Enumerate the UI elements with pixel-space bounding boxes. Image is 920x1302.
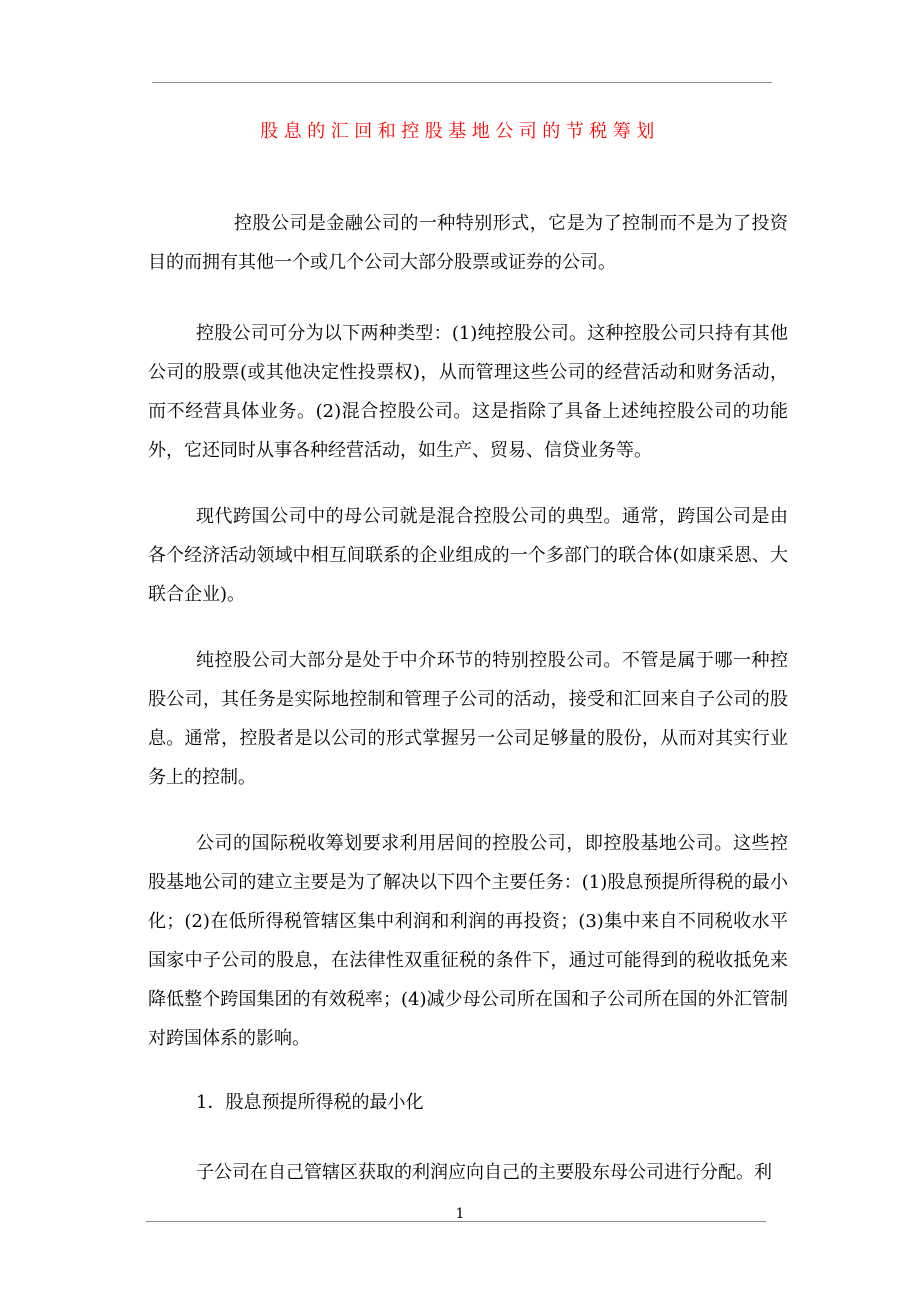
paragraph-pure-holding: 纯控股公司大部分是处于中介环节的特别控股公司。不管是属于哪一种控股公司，其任务是实际地控制和管理子公司的活动，接受和汇回来自子公司的股息。通常，控股者是以公司的形式掌握另一公司足够量的股份，从而对其实行业务上的控制。 <box>148 650 788 788</box>
paragraph-multinational: 现代跨国公司中的母公司就是混合控股公司的典型。通常，跨国公司是由各个经济活动领域中相互间联系的企业组成的一个多部门的联合体(如康采恩、大联合企业)。 <box>148 506 788 605</box>
paragraph-types: 控股公司可分为以下两种类型：(1)纯控股公司。这种控股公司只持有其他公司的股票(或其他决定性投票权)，从而管理这些公司的经营活动和财务活动，而不经营具体业务。(2)混合控股公司。这是指除了具备上述纯控股公司的功能外，它还同时从事各种经营活动，如生产、贸易、信贷业务等。 <box>148 323 788 461</box>
footer-rule <box>146 1221 766 1222</box>
document-title: 股息的汇回和控股基地公司的节税筹划 <box>260 121 660 142</box>
paragraph-subsidiary: 子公司在自己管辖区获取的利润应向自己的主要股东母公司进行分配。利 <box>196 1162 772 1183</box>
paragraph-tax-planning: 公司的国际税收筹划要求利用居间的控股公司，即控股基地公司。这些控股基地公司的建立主要是为了解决以下四个主要任务：(1)股息预提所得税的最小化；(2)在低所得税管辖区集中利润和利润的再投资；(3)集中来自不同税收水平国家中子公司的股息，在法律性双重征税的条件下，通过可能得到的税收抵免来降低整个跨国集团的有效税率；(4)减少母公司所在国和子公司所在国的外汇管制对跨国体系的影响。 <box>148 833 788 1049</box>
paragraph-intro: 控股公司是金融公司的一种特别形式，它是为了控制而不是为了投资目的而拥有其他一个或几个公司大部分股票或证券的公司。 <box>148 213 788 273</box>
section-heading: 1．股息预提所得税的最小化 <box>196 1092 424 1113</box>
header-rule <box>152 82 772 83</box>
page-number: 1 <box>455 1206 465 1222</box>
